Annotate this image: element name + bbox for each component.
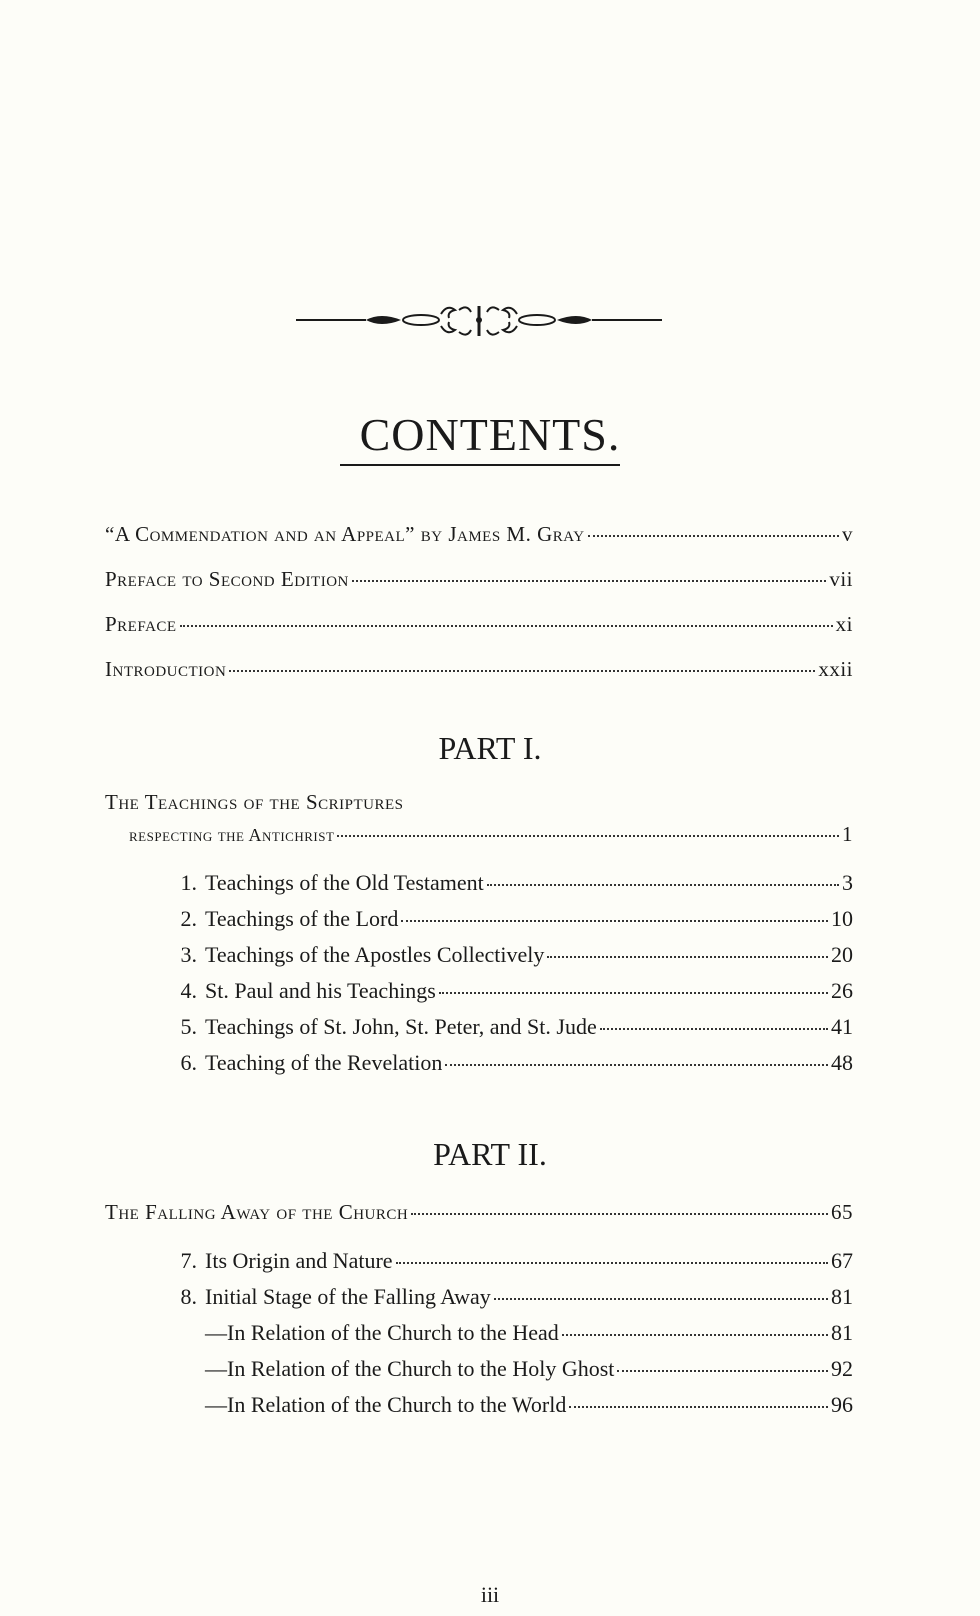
toc-subsection-head[interactable]: —In Relation of the Church to the Head 81 (205, 1320, 853, 1345)
decorative-flourish-icon (296, 302, 662, 342)
toc-entry-commendation[interactable]: “A Commendation and an Appeal” by James M. Gray v (105, 522, 853, 546)
toc-chapter-8[interactable]: 8. Initial Stage of the Falling Away 81 (180, 1284, 853, 1309)
toc-chapter-7[interactable]: 7. Its Origin and Nature 67 (180, 1248, 853, 1273)
toc-chapter-2[interactable]: 2. Teachings of the Lord 10 (180, 906, 853, 931)
toc-entry-preface[interactable]: Preface xi (105, 612, 853, 636)
toc-subsection-holy-ghost[interactable]: —In Relation of the Church to the Holy Ghost 92 (205, 1356, 853, 1381)
part-2-section (105, 1200, 853, 1236)
part-1-section (105, 790, 853, 858)
part-1-heading: PART I. (438, 730, 542, 766)
toc-entry-preface-second-edition[interactable]: Preface to Second Edition vii (105, 567, 853, 591)
toc-chapter-5[interactable]: 5. Teachings of St. John, St. Peter, and St. Jude 41 (180, 1014, 853, 1039)
title-underline (340, 464, 620, 466)
toc-chapter-4[interactable]: 4. St. Paul and his Teachings 26 (180, 978, 853, 1003)
part-2-heading: PART II. (433, 1136, 547, 1172)
part-2-chapter-list (167, 1248, 853, 1428)
page-number: iii (480, 1582, 500, 1607)
part-1-section-title: The Teachings of the Scriptures (105, 790, 404, 814)
page-title: CONTENTS. (359, 409, 621, 460)
toc-chapter-3[interactable]: 3. Teachings of the Apostles Collectively 20 (180, 942, 853, 967)
front-matter-list (105, 522, 853, 702)
toc-chapter-1[interactable]: 1. Teachings of the Old Testament 3 (180, 870, 853, 895)
toc-entry-introduction[interactable]: Introduction xxii (105, 657, 853, 681)
toc-subsection-world[interactable]: —In Relation of the Church to the World 96 (205, 1392, 853, 1417)
part-1-chapter-list (167, 870, 853, 1086)
toc-entry-falling-away[interactable]: The Falling Away of the Church 65 (105, 1200, 853, 1224)
toc-chapter-6[interactable]: 6. Teaching of the Revelation 48 (180, 1050, 853, 1075)
toc-entry-antichrist[interactable]: respecting the Antichrist 1 (129, 822, 853, 846)
